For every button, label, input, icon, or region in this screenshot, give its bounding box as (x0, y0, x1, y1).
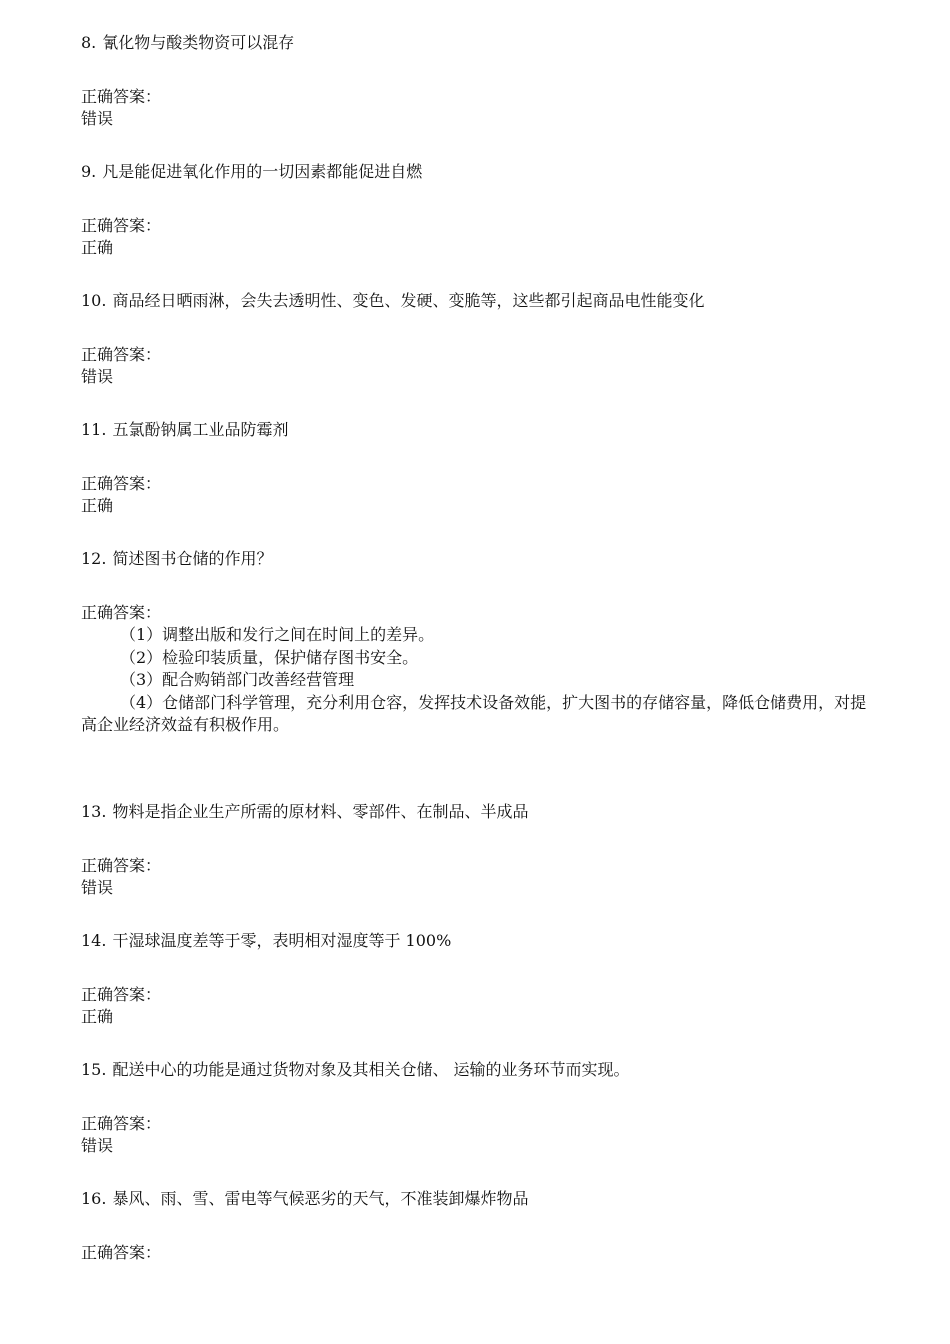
answer-label: 正确答案： (81, 345, 162, 364)
question-number: 15. (81, 1059, 107, 1079)
question-text: 16. 暴风、雨、雪、雷电等气候恶劣的天气，不准装卸爆炸物品 (81, 1188, 529, 1208)
question-text: 14. 干湿球温度差等于零，表明相对湿度等于 100% (81, 930, 452, 950)
question-number: 16. (81, 1188, 107, 1208)
answer-point: （1）调整出版和发行之间在时间上的差异。 (120, 625, 435, 644)
question-block-10 (81, 290, 871, 388)
answer-points (81, 624, 871, 737)
question-number: 12. (81, 549, 107, 568)
question-number: 11. (81, 420, 107, 439)
question-text: 15. 配送中心的功能是通过货物对象及其相关仓储、 运输的业务环节而实现。 (81, 1059, 630, 1079)
question-number: 14. (81, 930, 107, 950)
question-block-16 (81, 1188, 871, 1264)
question-block-14 (81, 930, 871, 1028)
answer-label: 正确答案： (81, 603, 162, 622)
question-text: 9. 凡是能促进氧化作用的一切因素都能促进自燃 (81, 162, 423, 181)
document-page (81, 32, 871, 1264)
question-block-13 (81, 801, 871, 899)
question-number: 9. (81, 162, 97, 181)
question-text: 12. 简述图书仓储的作用？ (81, 549, 273, 568)
answer-value: 错误 (81, 1135, 114, 1155)
answer-label: 正确答案： (81, 1242, 162, 1262)
question-text: 13. 物料是指企业生产所需的原材料、零部件、在制品、半成品 (81, 801, 529, 821)
question-text: 10. 商品经日晒雨淋，会失去透明性、变色、发硬、变脆等，这些都引起商品电性能变化 (81, 291, 705, 310)
answer-label: 正确答案： (81, 474, 162, 493)
answer-point: （4）仓储部门科学管理，充分利用仓容，发挥技术设备效能，扩大图书的存储容量，降低仓储费用，对提高企业经济效益有积极作用。 (81, 692, 867, 734)
answer-value: 正确 (81, 1006, 114, 1026)
answer-label: 正确答案： (81, 855, 162, 875)
question-block-8 (81, 32, 871, 130)
question-number: 10. (81, 291, 107, 310)
answer-value: 正确 (81, 238, 114, 257)
answer-value: 错误 (81, 109, 114, 128)
question-block-9 (81, 161, 871, 259)
answer-point: （3）配合购销部门改善经营管理 (120, 670, 355, 689)
answer-value: 正确 (81, 496, 114, 515)
answer-label: 正确答案： (81, 216, 162, 235)
question-number: 8. (81, 33, 97, 52)
question-text: 11. 五氯酚钠属工业品防霉剂 (81, 420, 289, 439)
answer-label: 正确答案： (81, 87, 162, 106)
answer-point: （2）检验印装质量，保护储存图书安全。 (120, 647, 419, 667)
answer-label: 正确答案： (81, 1113, 162, 1133)
question-block-15 (81, 1059, 871, 1157)
answer-value: 错误 (81, 367, 114, 386)
answer-value: 错误 (81, 877, 114, 897)
question-block-11 (81, 419, 871, 517)
question-text: 8. 氰化物与酸类物资可以混存 (81, 33, 295, 52)
question-number: 13. (81, 801, 107, 821)
answer-label: 正确答案： (81, 984, 162, 1004)
question-block-12 (81, 548, 871, 737)
